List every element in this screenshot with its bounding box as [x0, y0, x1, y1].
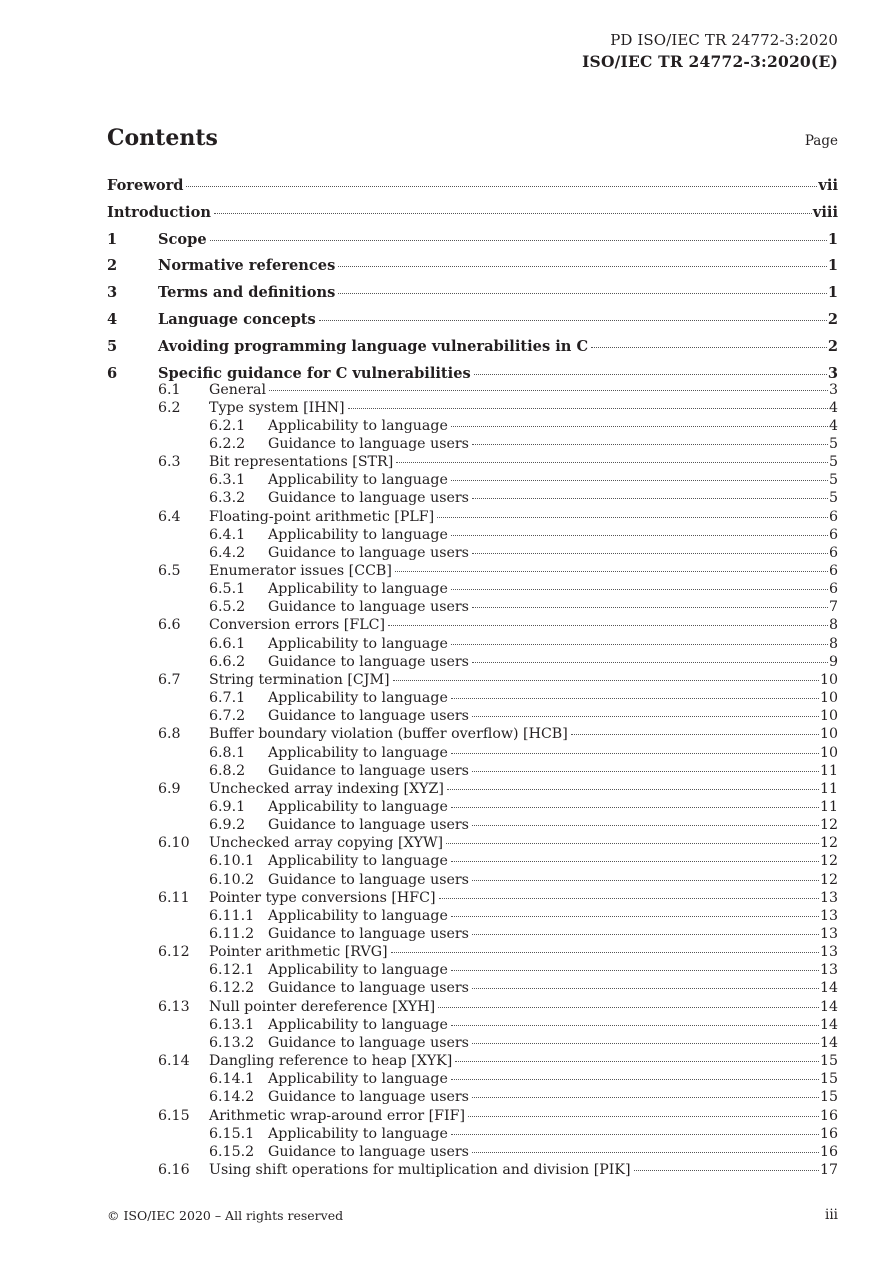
dot-leader [472, 716, 819, 717]
toc-entry-number: 6.7.2 [209, 708, 246, 725]
toc-entry-page: 1 [827, 257, 838, 275]
toc-entry-title: Null pointer dereference [XYH] [209, 998, 436, 1015]
toc-entry-title: Foreword [107, 177, 184, 194]
toc-entry[interactable] [0, 231, 838, 249]
toc-entry-page: 5 [828, 454, 838, 471]
toc-entry-page: 7 [828, 599, 838, 616]
dot-leader [472, 1152, 819, 1153]
toc-entry-page: 13 [819, 907, 838, 924]
toc-entry[interactable] [0, 204, 838, 222]
dot-leader [338, 293, 826, 294]
toc-entry-number: 6.6 [158, 617, 181, 634]
toc-entry-number: 6.6.2 [209, 653, 246, 670]
toc-entry-page: 2 [827, 311, 838, 328]
dot-leader [439, 898, 819, 899]
toc-entry-page: 1 [827, 284, 838, 302]
toc-entry-page: 16 [819, 1143, 838, 1160]
toc-entry-page: 11 [819, 780, 838, 797]
toc-entry-page: 4 [828, 417, 838, 434]
toc-entry-title: Terms and definitions [158, 284, 336, 302]
toc-entry[interactable] [0, 834, 838, 852]
toc-entry-title: Applicability to language [268, 1016, 448, 1033]
dot-leader [472, 662, 828, 663]
toc-entry[interactable] [0, 1088, 838, 1106]
toc-entry-number: 6.14.2 [209, 1089, 255, 1106]
toc-entry-number: 6.15.1 [209, 1125, 255, 1142]
toc-entry-number: 6.9.2 [209, 817, 246, 834]
dot-leader [338, 266, 827, 267]
dot-leader [438, 1007, 819, 1008]
toc-entry-title: Unchecked array copying [XYW] [209, 835, 444, 852]
toc-entry-page: 5 [828, 435, 838, 452]
toc-entry[interactable] [0, 816, 838, 834]
toc-entry-number: 6.8 [158, 726, 181, 743]
toc-entry-title: Applicability to language [268, 581, 448, 598]
toc-entry-title: Dangling reference to heap [XYK] [209, 1053, 453, 1070]
toc-entry-number: 6 [107, 364, 118, 382]
toc-entry-number: 6.9.1 [209, 798, 246, 815]
toc-entry-number: 6.7.1 [209, 690, 246, 707]
toc-entry[interactable] [0, 852, 838, 870]
page-title: Contents [107, 125, 218, 151]
toc-entry[interactable] [0, 562, 838, 580]
toc-entry-page: 2 [827, 337, 838, 355]
toc-entry[interactable] [0, 526, 838, 544]
dot-leader [472, 1097, 819, 1098]
toc-entry[interactable] [0, 762, 838, 780]
toc-entry-title: Guidance to language users [268, 871, 469, 888]
toc-entry-page: 5 [828, 472, 838, 489]
toc-entry[interactable] [0, 338, 838, 356]
toc-entry-title: Applicability to language [268, 690, 448, 707]
toc-entry-number: 6.5.1 [209, 581, 246, 598]
toc-entry-page: 14 [819, 1016, 838, 1033]
toc-entry-number: 6.11.2 [209, 926, 255, 942]
toc-entry-title: Guidance to language users [268, 1034, 469, 1051]
dot-leader [451, 807, 819, 808]
toc-entry-page: viii [812, 203, 838, 221]
toc-entry-title: Guidance to language users [268, 817, 469, 834]
toc-entry[interactable] [0, 780, 838, 798]
toc-entry-page: 12 [819, 853, 838, 870]
toc-entry-title: Applicability to language [268, 853, 448, 870]
toc-entry[interactable] [0, 1107, 838, 1125]
toc-entry-title: Guidance to language users [268, 762, 469, 779]
toc-entry-title: Specific guidance for C vulnerabilities [158, 364, 471, 382]
toc-entry-number: 6.10 [158, 835, 190, 852]
document-id-line: PD ISO/IEC TR 24772-3:2020 [610, 31, 838, 49]
dot-leader [348, 408, 828, 409]
toc-entry[interactable] [0, 417, 838, 435]
toc-entry-number: 6.12 [158, 944, 190, 961]
toc-entry-number: 6.13.2 [209, 1034, 255, 1051]
toc-entry[interactable] [0, 435, 838, 453]
toc-entry-number: 6.3.2 [209, 490, 246, 507]
toc-entry[interactable] [0, 616, 838, 634]
toc-entry-title: Guidance to language users [268, 708, 469, 725]
dot-leader [451, 861, 819, 862]
toc-entry-page: 10 [819, 690, 838, 707]
toc-entry-number: 6.5.2 [209, 599, 246, 616]
dot-leader [451, 480, 828, 481]
toc-entry-number: 6.14.1 [209, 1071, 255, 1088]
toc-entry-page: 14 [819, 1034, 838, 1051]
toc-entry[interactable] [0, 311, 838, 329]
toc-entry[interactable] [0, 961, 838, 979]
toc-entry-title: Guidance to language users [268, 1089, 469, 1106]
dot-leader [214, 213, 812, 214]
toc-entry-number: 4 [107, 311, 118, 328]
toc-entry-title: Normative references [158, 257, 336, 275]
toc-entry-number: 6.10.1 [209, 853, 255, 870]
dot-leader [472, 553, 828, 554]
toc-entry-page: 13 [819, 889, 838, 906]
toc-entry-number: 6.4.1 [209, 526, 246, 543]
dot-leader [451, 698, 819, 699]
dot-leader [472, 934, 819, 935]
toc-entry-page: 12 [819, 835, 838, 852]
dot-leader [472, 988, 819, 989]
toc-entry-title: Guidance to language users [268, 926, 469, 942]
toc-entry[interactable] [0, 1161, 838, 1179]
dot-leader [591, 347, 827, 348]
toc-entry[interactable] [0, 925, 838, 943]
toc-entry[interactable] [0, 907, 838, 925]
toc-entry-number: 1 [107, 230, 118, 248]
dot-leader [451, 1025, 819, 1026]
toc-entry-page: 6 [828, 544, 838, 561]
toc-entry[interactable] [0, 598, 838, 616]
toc-entry-title: String termination [CJM] [209, 671, 390, 688]
toc-entry[interactable] [0, 399, 838, 417]
toc-entry-page: 10 [819, 744, 838, 761]
toc-entry-number: 6.13 [158, 998, 190, 1015]
toc-entry-title: Floating-point arithmetic [PLF] [209, 508, 435, 525]
toc-entry-page: 14 [819, 980, 838, 997]
toc-entry[interactable] [0, 671, 838, 689]
toc-entry-page: 17 [819, 1161, 838, 1178]
dot-leader [451, 916, 819, 917]
dot-leader [468, 1116, 819, 1117]
toc-entry[interactable] [0, 943, 838, 961]
toc-entry[interactable] [0, 508, 838, 526]
toc-entry[interactable] [0, 635, 838, 653]
toc-entry-number: 6.2.1 [209, 417, 246, 434]
toc-entry[interactable] [0, 979, 838, 997]
toc-entry[interactable] [0, 1034, 838, 1052]
toc-entry-page: 6 [828, 526, 838, 543]
toc-entry-title: Applicability to language [268, 472, 448, 489]
toc-entry-number: 6.3.1 [209, 472, 246, 489]
dot-leader [455, 1061, 819, 1062]
toc-entry-title: Guidance to language users [268, 544, 469, 561]
toc-entry-number: 6.7 [158, 671, 181, 688]
toc-entry[interactable] [0, 653, 838, 671]
dot-leader [451, 970, 819, 971]
toc-entry-page: vii [818, 177, 838, 194]
toc-entry-page: 1 [827, 230, 838, 248]
toc-entry-number: 6.2.2 [209, 435, 246, 452]
toc-entry-title: Applicability to language [268, 962, 448, 979]
dot-leader [451, 753, 819, 754]
toc-entry-number: 6.11 [158, 889, 190, 906]
toc-entry-title: Guidance to language users [268, 490, 469, 507]
dot-leader [391, 952, 819, 953]
dot-leader [472, 1043, 819, 1044]
toc-entry-title: Buffer boundary violation (buffer overflow) [HCB] [209, 726, 568, 743]
dot-leader [396, 462, 828, 463]
toc-entry-number: 2 [107, 257, 118, 275]
toc-entry[interactable] [0, 257, 838, 275]
dot-leader [634, 1170, 819, 1171]
toc-entry-number: 6.6.1 [209, 635, 246, 652]
toc-entry-page: 6 [828, 581, 838, 598]
toc-entry-title: Applicability to language [268, 1071, 448, 1088]
dot-leader [474, 374, 827, 375]
toc-entry-number: 6.4.2 [209, 544, 246, 561]
toc-entry[interactable] [0, 725, 838, 743]
toc-entry-page: 13 [819, 944, 838, 961]
dot-leader [472, 607, 828, 608]
toc-entry-title: Applicability to language [268, 635, 448, 652]
page-number: iii [825, 1207, 838, 1223]
toc-entry-page: 10 [819, 708, 838, 725]
dot-leader [319, 320, 827, 321]
toc-entry-number: 6.4 [158, 508, 181, 525]
toc-entry-page: 8 [828, 635, 838, 652]
toc-entry-title: Unchecked array indexing [XYZ] [209, 780, 444, 797]
toc-entry[interactable] [0, 871, 838, 889]
toc-entry-title: Applicability to language [268, 744, 448, 761]
dot-leader [437, 517, 828, 518]
toc-entry-page: 13 [819, 962, 838, 979]
toc-entry-page: 4 [828, 399, 838, 416]
dot-leader [395, 571, 828, 572]
toc-entry[interactable] [0, 707, 838, 725]
dot-leader [472, 825, 819, 826]
dot-leader [571, 734, 819, 735]
toc-entry[interactable] [0, 544, 838, 562]
toc-entry-number: 6.12.1 [209, 962, 255, 979]
toc-entry-page: 6 [828, 563, 838, 579]
toc-entry-title: Applicability to language [268, 907, 448, 924]
toc-entry-title: Pointer type conversions [HFC] [209, 889, 436, 906]
toc-entry-title: Guidance to language users [268, 980, 469, 997]
toc-entry[interactable] [0, 471, 838, 489]
toc-entry-number: 3 [107, 284, 118, 302]
toc-entry-number: 6.13.1 [209, 1016, 255, 1033]
dot-leader [451, 589, 828, 590]
toc-entry-title: Language concepts [158, 311, 316, 328]
dot-leader [388, 625, 828, 626]
toc-entry-number: 6.10.2 [209, 871, 255, 888]
toc-entry-page: 12 [819, 817, 838, 834]
toc-entry[interactable] [0, 1143, 838, 1161]
dot-leader [451, 644, 828, 645]
toc-entry[interactable] [0, 798, 838, 816]
toc-entry-title: Guidance to language users [268, 599, 469, 616]
toc-entry-number: 6.2 [158, 399, 181, 416]
toc-entry[interactable] [0, 177, 838, 195]
toc-entry-page: 11 [819, 762, 838, 779]
toc-entry-number: 6.16 [158, 1161, 190, 1178]
toc-entry-page: 13 [819, 926, 838, 942]
toc-entry-page: 12 [819, 871, 838, 888]
toc-entry[interactable] [0, 689, 838, 707]
toc-entry[interactable] [0, 453, 838, 471]
dot-leader [446, 843, 819, 844]
dot-leader [210, 240, 827, 241]
toc-entry-page: 16 [819, 1125, 838, 1142]
toc-entry[interactable] [0, 1016, 838, 1034]
toc-entry-page: 15 [819, 1053, 838, 1070]
toc-entry-page: 6 [828, 508, 838, 525]
toc-entry-title: Avoiding programming language vulnerabilities in C [158, 337, 589, 355]
toc-entry-number: 6.15 [158, 1107, 190, 1124]
dot-leader [447, 789, 819, 790]
toc-entry-title: General [209, 381, 267, 398]
dot-leader [451, 1134, 819, 1135]
toc-entry-title: Applicability to language [268, 526, 448, 543]
toc-entry-page: 15 [819, 1071, 838, 1088]
toc-entry[interactable] [0, 1125, 838, 1143]
dot-leader [451, 1079, 819, 1080]
toc-entry[interactable] [0, 381, 838, 399]
toc-entry-title: Applicability to language [268, 1125, 448, 1142]
toc-entry-number: 6.9 [158, 780, 181, 797]
toc-entry[interactable] [0, 489, 838, 507]
toc-entry-title: Arithmetic wrap-around error [FIF] [209, 1107, 466, 1124]
copyright-notice: © ISO/IEC 2020 – All rights reserved [107, 1208, 344, 1223]
toc-entry[interactable] [0, 889, 838, 907]
toc-entry[interactable] [0, 998, 838, 1016]
toc-entry-title: Applicability to language [268, 798, 448, 815]
toc-entry-number: 6.14 [158, 1053, 190, 1070]
toc-entry-page: 10 [819, 726, 838, 743]
toc-entry-page: 15 [819, 1089, 838, 1106]
dot-leader [186, 186, 817, 187]
dot-leader [393, 680, 819, 681]
toc-entry-title: Using shift operations for multiplication and division [PIK] [209, 1161, 631, 1178]
toc-entry-number: 6.3 [158, 454, 181, 471]
toc-entry-number: 6.5 [158, 563, 181, 579]
page-column-label: Page [804, 133, 838, 149]
toc-entry-title: Introduction [107, 203, 211, 221]
toc-entry-page: 3 [828, 381, 838, 398]
toc-entry-number: 6.11.1 [209, 907, 255, 924]
toc-entry-number: 6.12.2 [209, 980, 255, 997]
toc-entry-title: Guidance to language users [268, 1143, 469, 1160]
toc-entry[interactable] [0, 580, 838, 598]
toc-entry-page: 14 [819, 998, 838, 1015]
toc-entry-title: Bit representations [STR] [209, 454, 394, 471]
toc-entry[interactable] [0, 1052, 838, 1070]
toc-entry-title: Pointer arithmetic [RVG] [209, 944, 388, 961]
toc-entry-title: Type system [IHN] [209, 399, 345, 416]
dot-leader [472, 880, 819, 881]
toc-entry[interactable] [0, 744, 838, 762]
dot-leader [472, 498, 828, 499]
toc-entry-page: 10 [819, 671, 838, 688]
dot-leader [472, 444, 828, 445]
toc-entry-page: 3 [827, 364, 838, 382]
dot-leader [269, 390, 828, 391]
toc-entry-page: 9 [828, 653, 838, 670]
toc-entry-page: 5 [828, 490, 838, 507]
toc-entry-title: Applicability to language [268, 417, 448, 434]
dot-leader [472, 771, 819, 772]
toc-entry-title: Guidance to language users [268, 653, 469, 670]
dot-leader [451, 426, 828, 427]
toc-entry-page: 8 [828, 617, 838, 634]
toc-entry-title: Enumerator issues [CCB] [209, 563, 392, 579]
toc-entry-page: 16 [819, 1107, 838, 1124]
toc-entry-page: 11 [819, 798, 838, 815]
toc-entry-title: Guidance to language users [268, 435, 469, 452]
toc-entry-number: 5 [107, 337, 118, 355]
toc-entry[interactable] [0, 1070, 838, 1088]
dot-leader [451, 535, 828, 536]
toc-entry-number: 6.8.2 [209, 762, 246, 779]
document-id-edition: ISO/IEC TR 24772-3:2020(E) [582, 52, 838, 71]
toc-entry-number: 6.1 [158, 381, 181, 398]
toc-entry-title: Scope [158, 230, 207, 248]
toc-entry-number: 6.8.1 [209, 744, 246, 761]
toc-entry-number: 6.15.2 [209, 1143, 255, 1160]
toc-entry-title: Conversion errors [FLC] [209, 617, 385, 634]
toc-entry[interactable] [0, 284, 838, 302]
